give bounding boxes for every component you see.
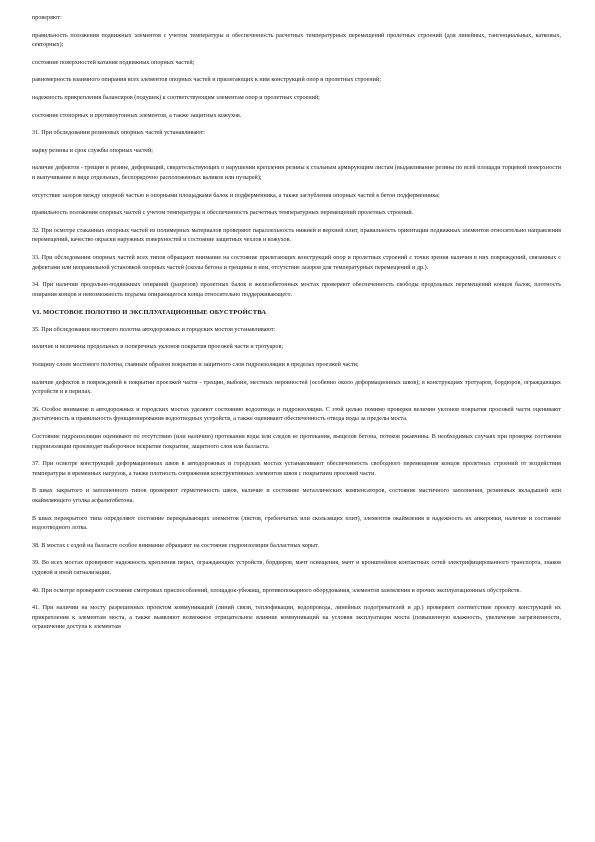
paragraph-closed-joints: В швах закрытого и заполненного типов проверяют герметичность швов, наличие и состояние металлических компенсаторов, состояние мастичного заполнения, резиновых вкладышей или окаймляющего уголка асфальтобетона. bbox=[32, 488, 561, 504]
paragraph-no-gaps: отсутствие зазоров между опорной частью и опорными площадками балок и подферменника, а также заглубления опорных частей в бетон подферменника; bbox=[32, 192, 440, 199]
paragraph-item-31: 31. При обследовании резиновых опорных частей устанавливают: bbox=[32, 130, 205, 137]
paragraph-bearing-position: правильность положения опорных частей с учетом температуры и обеспеченность расчетных температурных перемещений пролетных строений. bbox=[32, 210, 414, 217]
paragraph-item-36: 36. Особое внимание в автодорожных и городских мостах уделяют состоянию водоотвода и гидроизоляции. С этой целью помимо проверки величин уклонов покрытия проезжей части оценивают достаточность и правильность функционирования водоотводных устройств, а также оценивают обеспеченность отвода воды за пределы моста. bbox=[32, 406, 561, 423]
paragraph-item-41: 41. При наличии на мосту разрешенных проектом коммуникаций (линий связи, теплофикации, водопровода, линейных подогревателей и др.) проверяют соответствие проекту конструкций их прикрепления к элементам моста, а также выявляют возможное отрицательное влияние коммуникаций на условия эксплуатации моста (повышенную влажность, увеличение загрязненности, ограничение доступа к элементам bbox=[32, 605, 561, 631]
paragraph-layer-thickness: толщину слоев мостового полотна, главным образом покрытия и защитного слоя гидроизоляции в пределах проезжей части; bbox=[32, 362, 359, 369]
paragraph-balancer-fixing: надежность прикрепления балансиров (подушек) к соответствующим элементам опор и пролетных строений; bbox=[32, 94, 320, 101]
paragraph-bearing-uniformity: равномерность взаимного опирания всех элементов опорных частей и прилегающих к ним конструкций опор и пролетных строений; bbox=[32, 77, 381, 84]
paragraph-item-39: 39. Во всех мостах проверяют надежность крепления перил, ограждающих устройств, бордюров, мачт освещения, мачт и кронштейнов контактных сетей электрифицированного транспорта, знаков судовой и иной сигнализации. bbox=[32, 560, 561, 576]
paragraph-moving-elements: правильность положения подвижных элементов с учетом температуры и обеспеченность расчетных температурных перемещений пролетных строений (для линейных, тангенциальных, катковых, секторных); bbox=[32, 32, 561, 49]
paragraph-item-35: 35. При обследовании мостового полотна автодорожных и городских мостов устанавливают: bbox=[32, 326, 276, 333]
section-heading-vi: VI. МОСТОВОЕ ПОЛОТНО И ЭКСПЛУАТАЦИОННЫЕ ОБУСТРОЙСТВА bbox=[32, 309, 267, 317]
paragraph-covered-joints: В швах перекрытого типа определяют состояние перекрывающих элементов (листов, гребенчатых или скользящих плит), элементов окаймления и надежность их анкеровки, наличие и состояние водоотводного лотка. bbox=[32, 515, 561, 532]
paragraph-rubber-grade: марку резины и срок службы опорных частей; bbox=[32, 147, 153, 154]
paragraph-rolling-surfaces: состояние поверхностей катания подвижных опорных частей; bbox=[32, 59, 195, 66]
paragraph-item-32: 32. При осмотре стаканных опорных частей из полимерных материалов проверяют параллельность нижней и верхней плит, правильность ориентации подвижных элементов относительно направления перемещений, качество окраски наружных поверхностей и состояние защитных чехлов и кожухов. bbox=[32, 227, 561, 244]
paragraph-item-37: 37. При осмотре конструкций деформационных швов в автодорожных и городских мостах устанавливают обеспеченность свободного перемещения концов пролетных строений от воздействия температуры и временных нагрузок, а также плотность сопряжения конструктивных элементов швов с покрытием проезжей части. bbox=[32, 461, 561, 477]
paragraph-checks-intro: проверяют: bbox=[32, 15, 62, 21]
paragraph-item-33: 33. При обследовании опорных частей всех типов обращают внимание на состояние прилегающих конструкций опор и пролетных строений с точки зрения наличия в них повреждений, связанных с дефектами или неправильной установкой опорных частей (сколы бетона и трещины в нем, отсутствие зазоров для температурных перемещений и др.). bbox=[32, 254, 561, 271]
paragraph-item-40: 40. При осмотре проверяют состояние смотровых приспособлений, площадок-убежищ, противопожарного оборудования, элементов заземления и прочих эксплуатационных обустройств. bbox=[32, 587, 521, 594]
paragraph-rubber-defects: наличие дефектов - трещин в резине, деформаций, свидетельствующих о нарушении крепления резины к стальным армирующим листам (выдавливание резины по всей площади торцевой поверхности и выпучивание в виде отдельных, беспорядочно расположенных валиков или пузырей); bbox=[32, 165, 561, 181]
paragraph-slopes: наличие и величины продольных и поперечных уклонов покрытия проезжей части и тротуаров; bbox=[32, 344, 284, 351]
paragraph-item-34: 34. При наличии продольно-подвижных опираний (разрезов) пролетных балок в железобетонных мостах проверяют обеспеченность свободы продольных перемещений концов балок, плотность опирания концов и невозможность подъема опирающегося конца относительно поддерживающего. bbox=[32, 282, 561, 298]
paragraph-stopper-elements: состояние стопорных и противоугонных элементов, а также защитных кожухов. bbox=[32, 112, 242, 119]
paragraph-surface-defects: наличие дефектов и повреждений в покрытии проезжей части - трещин, выбоин, местных неровностей (особенно около деформационных швов); в конструкциях тротуаров, бордюров, ограждающих устройств и в перилах. bbox=[32, 379, 561, 396]
paragraph-item-38: 38. В мостах с ездой на балласте особое внимание обращают на состояние гидроизоляции балластных корыт. bbox=[32, 542, 319, 549]
paragraph-waterproofing: Состояние гидроизоляции оценивают по отсутствию (или наличию) протекания воды или следов ее протекания, выщелов бетона, потеков ржавчины. В необходимых случаях при проверке состояния гидроизоляции производят выборочное вскрытие покрытия, защитного слоя или балласта. bbox=[32, 434, 561, 450]
